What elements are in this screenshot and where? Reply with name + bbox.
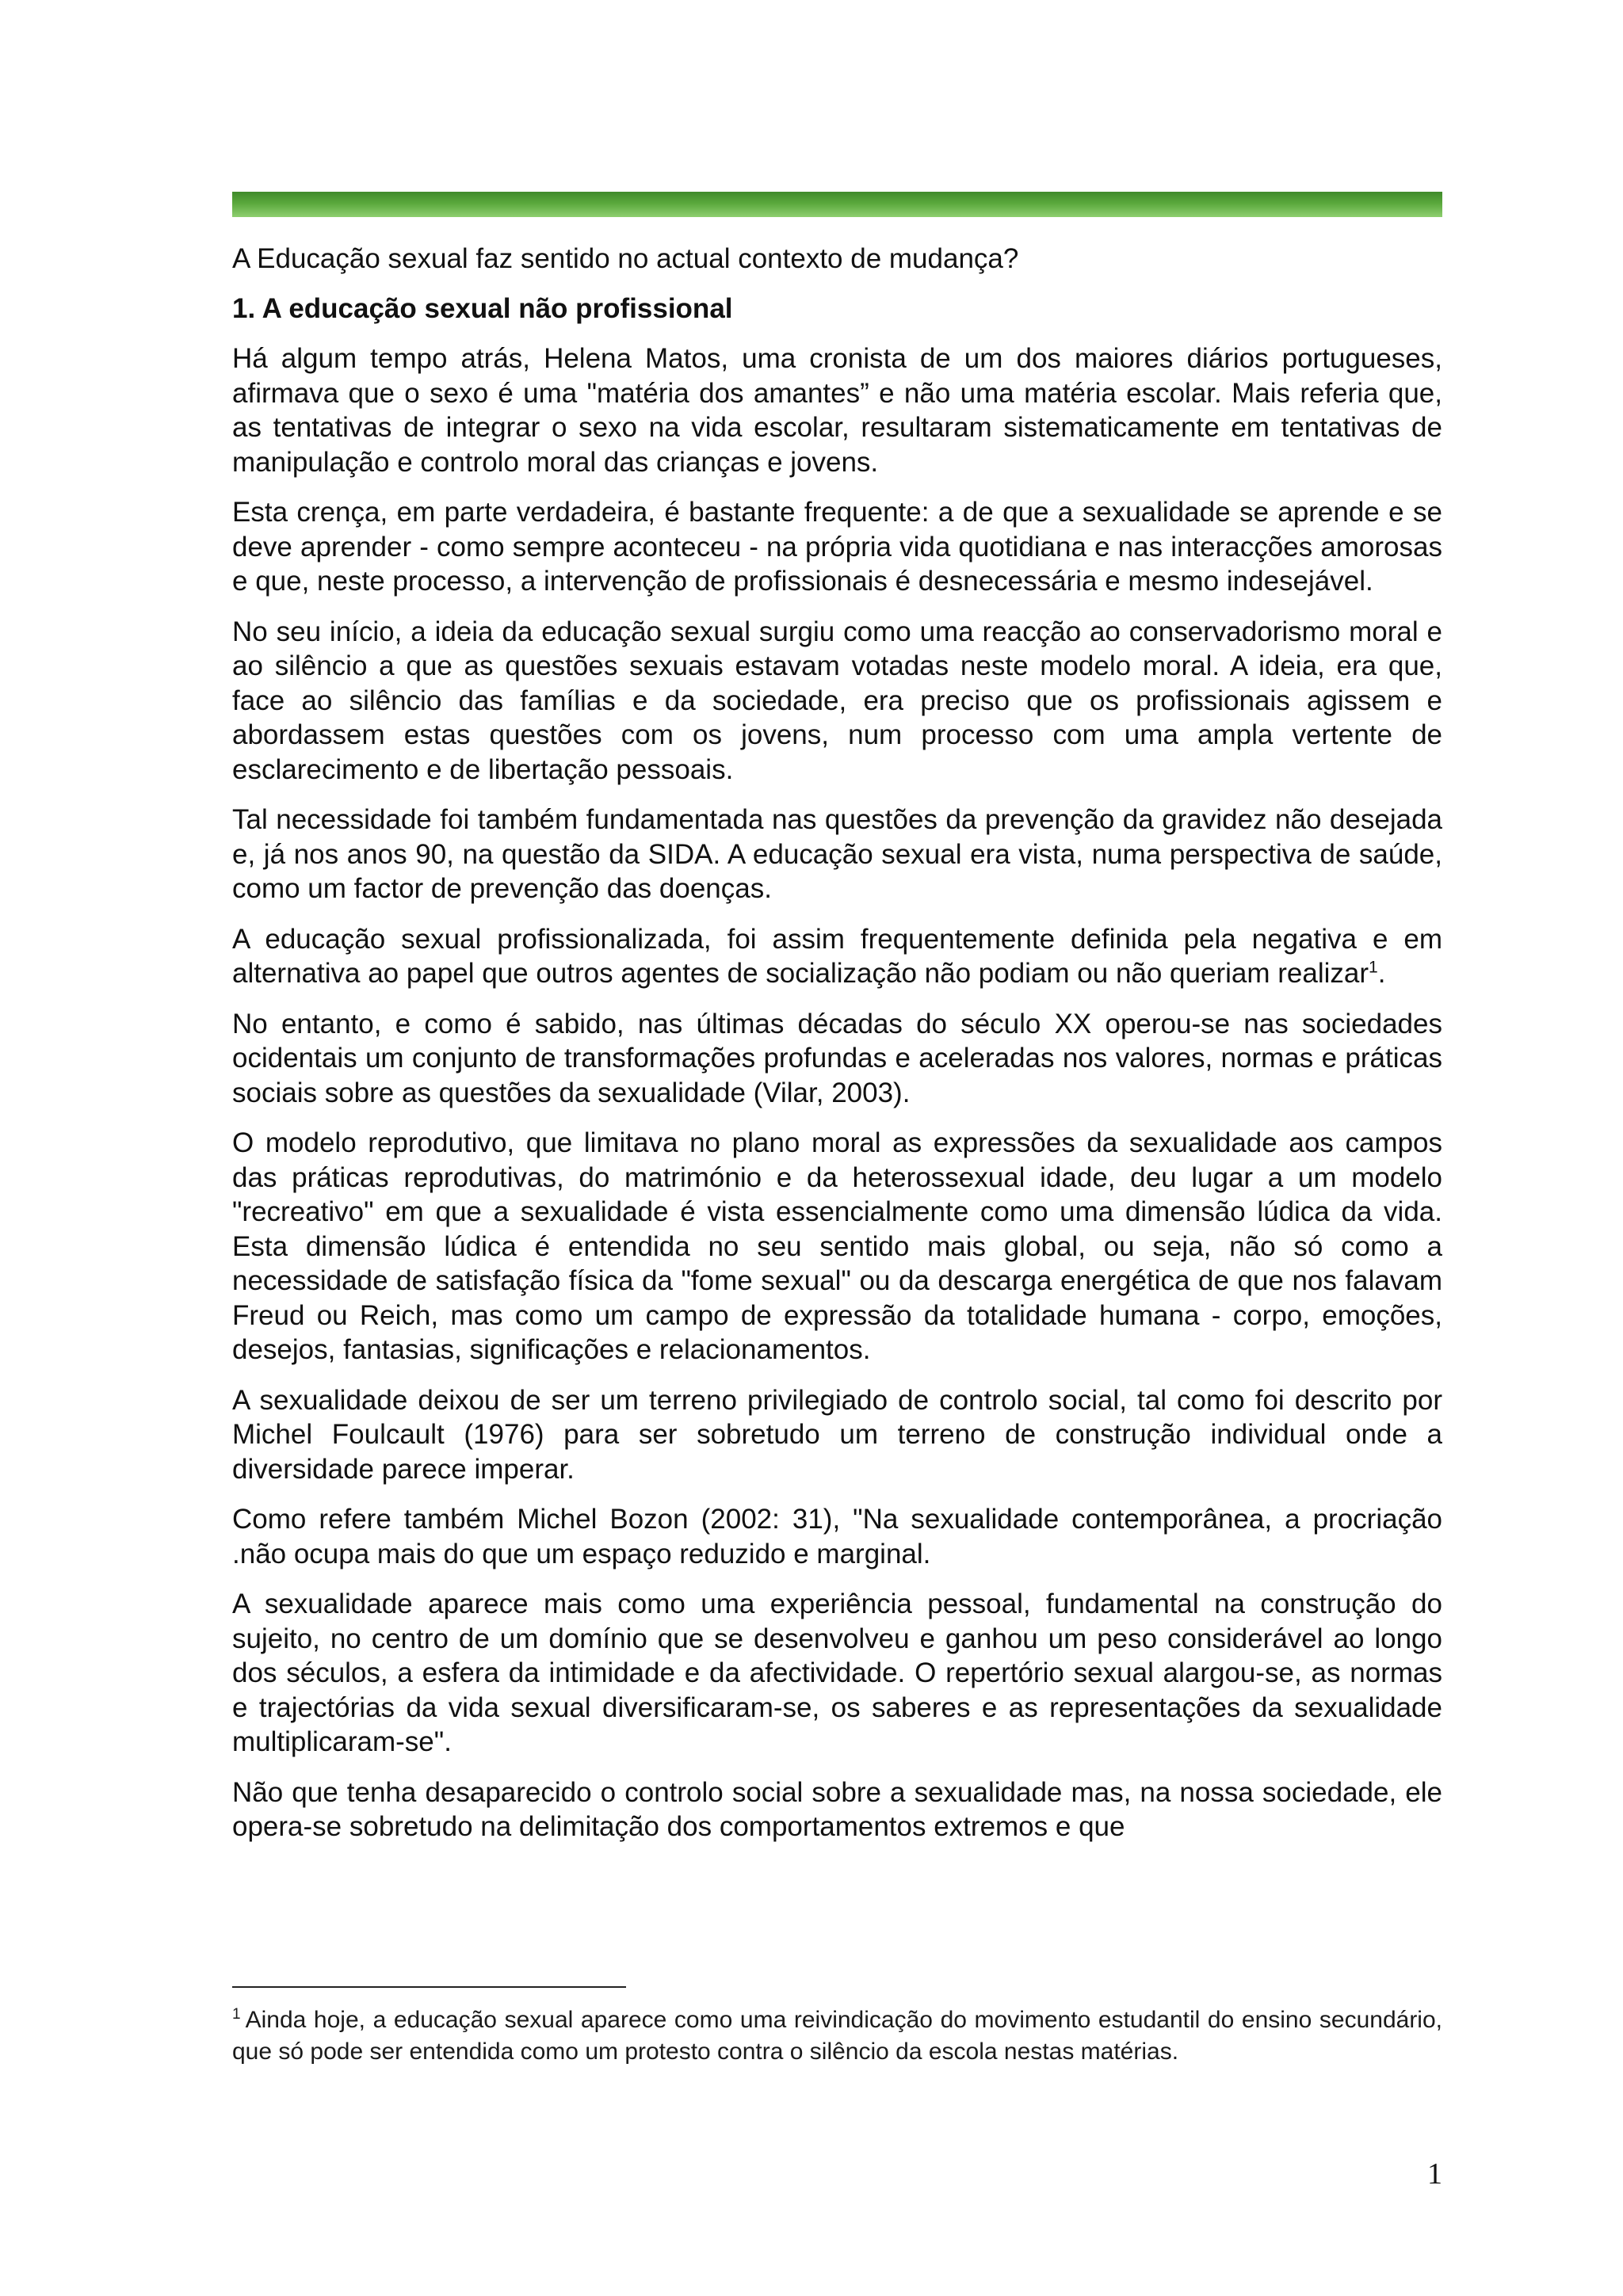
section-heading: 1. A educação sexual não profissional — [232, 293, 733, 324]
footnote — [232, 2004, 1442, 2068]
paragraph-8: A sexualidade deixou de ser um terreno privilegiado de controlo social, tal como foi descrito por Michel Foulcault (1976) para ser sobretudo um terreno de construção individual onde a diversidade parece imperar. — [232, 1384, 1442, 1485]
footnote-number: 1 — [232, 2006, 241, 2023]
paragraph-10: A sexualidade aparece mais como uma experiência pessoal, fundamental na construção do sujeito, no centro de um domínio que se desenvolveu e ganhou um peso considerável ao longo dos séculos, a esfera da intimidade e da afectividade. O repertório sexual alargou-se, as normas e trajectórias da vida sexual diversificaram-se, os saberes e as representações da sexualidade multiplicaram-se". — [232, 1589, 1442, 1757]
paragraph-1: Há algum tempo atrás, Helena Matos, uma cronista de um dos maiores diários portugueses, afirmava que o sexo é uma "matéria dos amantes” e não uma matéria escolar. Mais referia que, as tentativas de integrar o sexo na vida escolar, resultaram sistematicamente em tentativas de manipulação e controlo moral das crianças e jovens. — [232, 343, 1442, 478]
document-body — [232, 242, 1442, 1860]
paragraph-3: No seu início, a ideia da educação sexual surgiu como uma reacção ao conservadorismo moral e ao silêncio a que as questões sexuais estavam votadas neste modelo moral. A ideia, era que, face ao silêncio das famílias e da sociedade, era preciso que os profissionais agissem e abordassem estas questões com os jovens, num processo com uma ampla vertente de esclarecimento e de libertação pessoais. — [232, 616, 1442, 785]
paragraph-2: Esta crença, em parte verdadeira, é bastante frequente: a de que a sexualidade se aprende e se deve aprender - como sempre aconteceu - na própria vida quotidiana e nas interacções amorosas e que, neste processo, a intervenção de profissionais é desnecessária e mesmo indesejável. — [232, 497, 1442, 597]
footnote-text: Ainda hoje, a educação sexual aparece como uma reivindicação do movimento estudantil do ensino secundário, que só pode ser entendida como um protesto contra o silêncio da escola nestas matérias. — [232, 2007, 1442, 2065]
paragraph-4: Tal necessidade foi também fundamentada nas questões da prevenção da gravidez não desejada e, já nos anos 90, na questão da SIDA. A educação sexual era vista, numa perspectiva de saúde, como um factor de prevenção das doenças. — [232, 804, 1442, 904]
page-number: 1 — [1427, 2157, 1442, 2191]
paragraph-6: No entanto, e como é sabido, nas últimas décadas do século XX operou-se nas sociedades ocidentais um conjunto de transformações profundas e aceleradas nos valores, normas e práticas sociais sobre as questões da sexualidade (Vilar, 2003). — [232, 1008, 1442, 1108]
footnote-separator — [232, 1986, 626, 1988]
paragraph-5-text: A educação sexual profissionalizada, foi assim frequentemente definida pela negativa e em alternativa ao papel que outros agentes de socialização não podiam ou não queriam realizar — [232, 923, 1442, 989]
paragraph-5-end: . — [1377, 958, 1386, 989]
document-title: A Educação sexual faz sentido no actual contexto de mudança? — [232, 243, 1019, 274]
paragraph-7: O modelo reprodutivo, que limitava no plano moral as expressões da sexualidade aos campos das práticas reprodutivas, do matrimónio e da heterossexual idade, deu lugar a um modelo "recreativo" em que a sexualidade é vista essencialmente como uma dimensão lúdica da vida. Esta dimensão lúdica é entendida no seu sentido mais global, ou seja, não só como a necessidade de satisfação física da "fome sexual" ou da descarga energética de que nos falavam Freud ou Reich, mas como um campo de expressão da totalidade humana - corpo, emoções, desejos, fantasias, significações e relacionamentos. — [232, 1127, 1442, 1365]
footnote-reference[interactable]: 1 — [1369, 958, 1378, 977]
paragraph-5 — [232, 922, 1442, 991]
header-decorative-bar — [232, 192, 1442, 217]
paragraph-11: Não que tenha desaparecido o controlo social sobre a sexualidade mas, na nossa sociedade, ele opera-se sobretudo na delimitação dos comportamentos extremos e que — [232, 1776, 1442, 1842]
paragraph-9: Como refere também Michel Bozon (2002: 31), "Na sexualidade contemporânea, a procriação .não ocupa mais do que um espaço reduzido e marginal. — [232, 1504, 1442, 1569]
